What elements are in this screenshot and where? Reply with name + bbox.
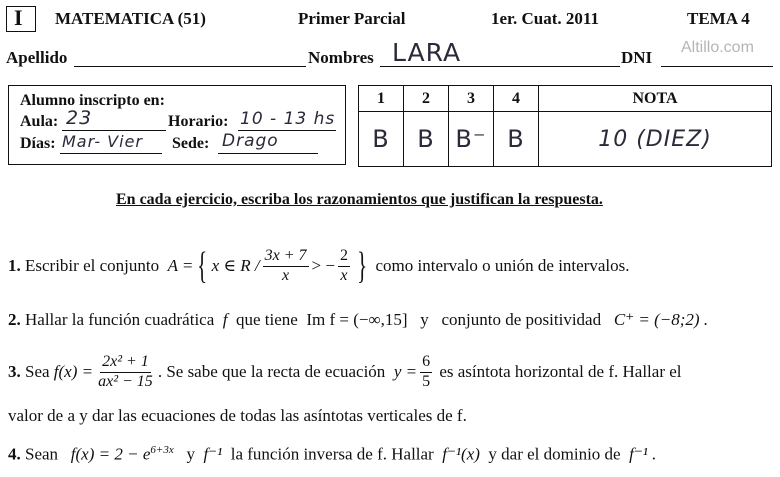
exercise-3-tail: es asíntota horizontal de f. Hallar el bbox=[439, 362, 682, 381]
exercise-4-text: Sean bbox=[25, 444, 59, 464]
nombres-label: Nombres bbox=[308, 48, 374, 67]
dias-label: Días: bbox=[20, 135, 56, 152]
aula-label: Aula: bbox=[20, 113, 59, 130]
exercise-4-tail: y dar el dominio de bbox=[488, 444, 621, 464]
exercise-1 bbox=[8, 236, 629, 296]
fraction-2-denominator: x bbox=[340, 266, 348, 284]
grades-table bbox=[358, 85, 772, 167]
fraction-1-denominator: x bbox=[282, 266, 290, 284]
exercise-3-y-fraction bbox=[420, 353, 432, 391]
exercise-3-line-2: valor de a y dar las ecuaciones de todas las asíntotas verticales de f. bbox=[8, 406, 467, 425]
exercise-4-and: y bbox=[186, 444, 195, 464]
exercise-4-finv: f⁻¹ bbox=[203, 444, 223, 464]
dias-line bbox=[60, 153, 162, 154]
exercise-1-inequality: > − bbox=[311, 256, 335, 275]
exercise-1-number: 1. bbox=[8, 256, 21, 275]
exercise-2-text: Hallar la función cuadrática bbox=[25, 310, 215, 329]
fraction-1-numerator: 3x + 7 bbox=[263, 247, 309, 266]
dias-value: Mar- Vier bbox=[62, 132, 143, 151]
watermark: Altillo.com bbox=[681, 39, 754, 56]
term-label: 1er. Cuat. 2011 bbox=[491, 9, 599, 28]
dni-label: DNI bbox=[621, 48, 653, 67]
horario-label: Horario: bbox=[168, 113, 229, 130]
grade-value-3: B⁻ bbox=[449, 112, 494, 167]
exercise-2-f: f bbox=[222, 310, 228, 329]
grades-header-row bbox=[359, 86, 772, 112]
exercise-4-fx: f(x) = 2 − e bbox=[70, 444, 151, 464]
exercise-2-and: y bbox=[420, 310, 429, 329]
exercise-3-number: 3. bbox=[8, 362, 21, 381]
grade-value-4: B bbox=[494, 112, 539, 167]
exercise-1-text: Escribir el conjunto bbox=[25, 256, 160, 275]
exercise-3 bbox=[8, 346, 682, 398]
grades-values-row bbox=[359, 112, 772, 167]
exercise-4 bbox=[8, 444, 656, 465]
apellido-line bbox=[74, 66, 306, 67]
exercise-1-tail: como intervalo o unión de intervalos. bbox=[375, 256, 630, 275]
fraction-2-numerator: 2 bbox=[338, 247, 350, 266]
instruction: En cada ejercicio, escriba los razonamientos que justifican la respuesta. bbox=[116, 191, 603, 208]
exercise-3-fraction bbox=[96, 353, 155, 391]
exercise-1-set-name: A = bbox=[167, 256, 194, 275]
horario-value: 10 - 13 hs bbox=[240, 109, 336, 129]
exercise-2-positivity-label: conjunto de positividad bbox=[441, 310, 602, 329]
dni-line bbox=[661, 66, 773, 67]
exercise-3-fx: f(x) = bbox=[53, 362, 94, 381]
exercise-2-mid: que tiene bbox=[236, 310, 298, 329]
exercise-4-exponent: 6+3x bbox=[150, 444, 174, 456]
exercise-1-set-condition: x ∈ R / bbox=[211, 256, 260, 275]
exercise-1-fraction-1 bbox=[263, 247, 309, 285]
tema-label: TEMA 4 bbox=[687, 9, 750, 28]
apellido-label: Apellido bbox=[6, 48, 68, 67]
exercise-3-numerator: 2x² + 1 bbox=[100, 353, 151, 372]
sede-label: Sede: bbox=[172, 135, 210, 152]
exercise-4-finvx: f⁻¹(x) bbox=[442, 444, 480, 464]
sede-value: Drago bbox=[222, 131, 279, 151]
exercise-3-y-numerator: 6 bbox=[420, 353, 432, 372]
exercise-2-image: Im f = (−∞,15] bbox=[306, 310, 408, 329]
exercise-1-fraction-2 bbox=[338, 247, 350, 285]
enrollment-title: Alumno inscripto en: bbox=[20, 92, 165, 109]
tema-box-label: I bbox=[14, 5, 23, 30]
aula-line bbox=[62, 130, 166, 131]
grade-value-nota: 10 (DIEZ) bbox=[539, 112, 772, 167]
exam-name: Primer Parcial bbox=[298, 9, 406, 28]
left-brace: { bbox=[197, 245, 208, 287]
exercise-3-mid: . Se sabe que la recta de ecuación bbox=[157, 362, 386, 381]
aula-value: 23 bbox=[66, 107, 93, 129]
sede-line bbox=[218, 153, 318, 154]
grade-header-4: 4 bbox=[494, 86, 539, 112]
nombres-value: LARA bbox=[392, 38, 462, 67]
exercise-3-denominator: ax² − 15 bbox=[98, 372, 153, 390]
exercise-2-positivity-set: C⁺ = (−8;2) . bbox=[613, 310, 709, 329]
exercise-2-number: 2. bbox=[8, 310, 21, 329]
grade-value-2: B bbox=[404, 112, 449, 167]
grade-header-2: 2 bbox=[404, 86, 449, 112]
grade-header-3: 3 bbox=[449, 86, 494, 112]
exercise-4-finv-2: f⁻¹ . bbox=[629, 444, 657, 464]
grade-header-nota: NOTA bbox=[539, 86, 772, 112]
exercise-3-y: y = bbox=[393, 362, 418, 381]
right-brace: } bbox=[357, 245, 368, 287]
exercise-3-text: Sea bbox=[25, 362, 50, 381]
grade-header-1: 1 bbox=[359, 86, 404, 112]
grade-value-1: B bbox=[359, 112, 404, 167]
exercise-4-number: 4. bbox=[8, 444, 21, 464]
exercise-2 bbox=[8, 310, 708, 330]
exercise-3-y-denominator: 5 bbox=[422, 372, 431, 390]
exercise-4-mid: la función inversa de f. Hallar bbox=[230, 444, 434, 464]
subject-title: MATEMATICA (51) bbox=[55, 9, 206, 28]
